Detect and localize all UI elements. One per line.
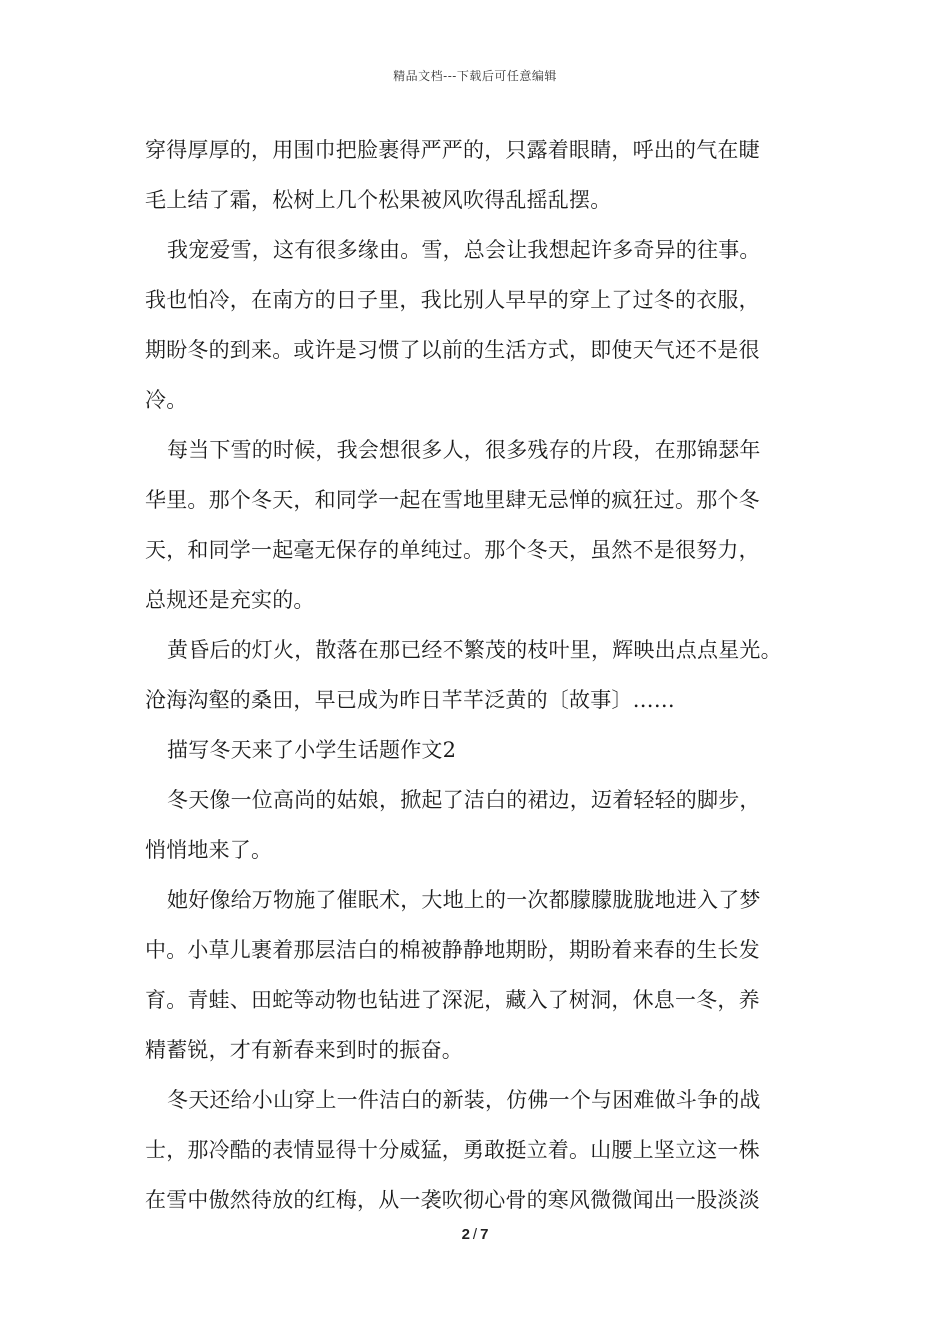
text-line: 华里。那个冬天，和同学一起在雪地里肆无忌惮的疯狂过。那个冬 [145,488,760,512]
page-number [0,1226,950,1243]
text-line: 毛上结了霜，松树上几个松果被风吹得乱摇乱摆。 [145,188,612,212]
text-line: 冬天还给小山穿上一件洁白的新装，仿佛一个与困难做斗争的战 [167,1088,761,1112]
text-line: 育。青蛙、田蛇等动物也钻进了深泥，藏入了树洞，休息一冬，养 [145,988,760,1012]
document-body [145,128,810,1228]
text-line: 冷。 [145,388,188,412]
text-line: 中。小草儿裹着那层洁白的棉被静静地期盼，期盼着来春的生长发 [145,938,760,962]
text-line: 穿得厚厚的，用围巾把脸裹得严严的，只露着眼睛，呼出的气在睫 [145,138,760,162]
text-line: 士，那冷酷的表情显得十分威猛，勇敢挺立着。山腰上坚立这一株 [145,1138,760,1162]
page-separator: / [472,1226,478,1243]
text-line: 她好像给万物施了催眠术，大地上的一次都朦朦胧胧地进入了梦 [167,888,761,912]
text-line: 我宠爱雪，这有很多缘由。雪，总会让我想起许多奇异的往事。 [167,238,761,262]
text-line: 精蓄锐，才有新春来到时的振奋。 [145,1038,463,1062]
text-line: 悄悄地来了。 [145,838,273,862]
text-line: 我也怕冷，在南方的日子里，我比别人早早的穿上了过冬的衣服， [145,288,760,312]
page-header: 精品文档---下载后可任意编辑 [393,69,557,83]
text-line: 在雪中傲然待放的红梅，从一袭吹彻心骨的寒风微微闻出一股淡淡 [145,1188,760,1212]
text-line: 每当下雪的时候，我会想很多人，很多残存的片段，在那锦瑟年 [167,438,761,462]
current-page-number: 2 [461,1226,470,1243]
text-line: 冬天像一位高尚的姑娘，掀起了洁白的裙边，迈着轻轻的脚步， [167,788,761,812]
text-line: 沧海沟壑的桑田，早已成为昨日芊芊泛黄的〔故事〕…… [145,688,675,712]
text-line: 黄昏后的灯火，散落在那已经不繁茂的枝叶里，辉映出点点星光。 [167,638,782,662]
text-line: 期盼冬的到来。或许是习惯了以前的生活方式，即使天气还不是很 [145,338,760,362]
text-line: 总规还是充实的。 [145,588,315,612]
text-line: 天，和同学一起毫无保存的单纯过。那个冬天，虽然不是很努力， [145,538,760,562]
text-line: 描写冬天来了小学生话题作文2 [167,738,457,762]
total-page-count: 7 [480,1226,489,1243]
